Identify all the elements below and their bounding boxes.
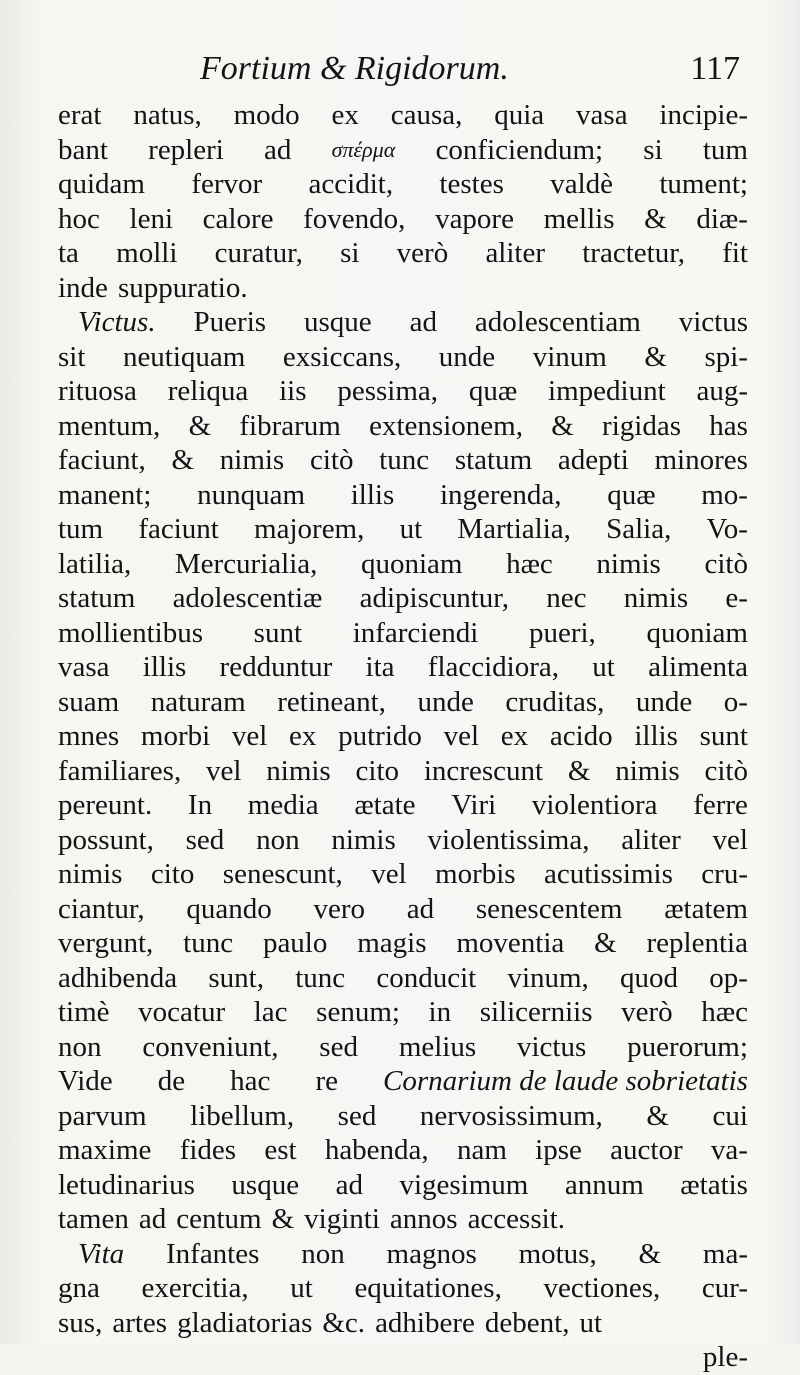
text-line — [58, 1237, 748, 1272]
word: tunc — [295, 961, 346, 994]
word: gna — [58, 1272, 100, 1304]
word: fibrarum — [239, 409, 341, 442]
word: &c. — [322, 1306, 366, 1339]
word: sed — [319, 1030, 358, 1063]
word: Infantes — [166, 1237, 260, 1270]
text-line — [58, 409, 748, 444]
text-line — [58, 1064, 748, 1099]
word: has — [709, 409, 748, 442]
word: auctor — [610, 1134, 683, 1166]
word: cito — [150, 858, 195, 890]
word: minores — [654, 444, 748, 476]
word: unde — [635, 685, 693, 718]
word: sunt — [253, 616, 303, 649]
word: morbis — [435, 858, 516, 890]
word: timè — [58, 996, 110, 1028]
word: ætate — [354, 789, 416, 821]
word: & — [594, 927, 617, 959]
word: victus — [517, 1030, 587, 1063]
word: viginti — [304, 1203, 380, 1235]
word: sit — [58, 340, 86, 373]
word: non — [256, 823, 300, 856]
word: cruditas, — [505, 685, 605, 718]
word: Vide — [58, 1065, 113, 1097]
word: iis — [279, 375, 307, 407]
text-line — [58, 374, 748, 409]
word: conducit — [376, 961, 477, 994]
word: melius — [398, 1030, 477, 1063]
word: ciantur, — [58, 892, 145, 925]
word: ex — [500, 720, 529, 752]
text-line — [58, 685, 748, 720]
word: conveniunt, — [142, 1030, 279, 1063]
word: va- — [710, 1134, 748, 1166]
word: repleri — [148, 133, 224, 166]
word: media — [247, 789, 319, 821]
word: flaccidiora, — [427, 651, 560, 683]
word: silicerniis — [479, 996, 593, 1028]
word: usque — [231, 1168, 300, 1201]
word: acutissimis — [544, 858, 673, 890]
text-line — [58, 202, 748, 237]
word: o- — [723, 685, 748, 718]
word: mellis — [543, 202, 615, 235]
word: nimis — [219, 444, 285, 476]
word: impediunt — [548, 375, 666, 407]
word: illis — [634, 720, 678, 752]
word: & — [171, 444, 195, 476]
word: redduntur — [219, 651, 333, 683]
word: habenda, — [324, 1134, 429, 1166]
word: & — [567, 754, 591, 787]
word: ferre — [693, 789, 748, 821]
word: & — [638, 1237, 662, 1270]
word: tum — [58, 513, 104, 545]
word: letudinarius — [58, 1168, 195, 1201]
word: & — [644, 340, 667, 373]
word: gladiatorias — [177, 1306, 313, 1339]
word: bant — [58, 133, 108, 166]
word: morbi — [140, 720, 211, 752]
word: senescunt, — [222, 858, 343, 890]
word: quod — [620, 961, 679, 994]
word: non — [301, 1237, 345, 1270]
word: ut — [290, 1272, 313, 1304]
word: retineant, — [277, 685, 386, 718]
word: spi- — [704, 340, 748, 373]
word: incipie- — [659, 99, 748, 131]
word: mnes — [58, 720, 120, 752]
text-line — [58, 1133, 748, 1168]
text-line — [58, 719, 748, 754]
word: ta — [58, 237, 79, 269]
text-line — [58, 1271, 748, 1306]
text-line — [58, 823, 748, 858]
word: hæc — [701, 996, 748, 1028]
text-line — [58, 754, 748, 789]
text-line — [58, 788, 748, 823]
word: molli — [116, 237, 178, 269]
word: senum; — [316, 996, 400, 1028]
word: ad — [138, 1203, 167, 1235]
word: aliter — [621, 823, 681, 856]
word: modo — [233, 99, 300, 131]
greek-word: σπέρμα — [331, 136, 396, 162]
word: ætatem — [664, 892, 748, 925]
word: ad — [406, 892, 435, 925]
catchword: ple- — [702, 1341, 748, 1373]
word: inde — [58, 271, 108, 304]
text-line — [58, 581, 748, 616]
word: fovendo, — [303, 202, 406, 235]
word: de — [157, 1065, 186, 1097]
word: magnos — [386, 1237, 477, 1270]
word: & — [188, 409, 212, 442]
text-line — [58, 1099, 748, 1134]
word: nam — [456, 1134, 507, 1166]
word: fit — [722, 237, 748, 269]
word: suam — [58, 685, 120, 718]
word: puerorum; — [627, 1030, 748, 1063]
word: cur- — [701, 1272, 748, 1304]
text-line — [58, 961, 748, 996]
word: pueri, — [528, 616, 596, 649]
word: latilia, — [58, 547, 132, 580]
word: Pueris — [193, 306, 267, 338]
word: violentissima, — [427, 823, 590, 856]
word: nimis — [58, 858, 123, 890]
word: unde — [438, 340, 496, 373]
word: est — [264, 1134, 297, 1166]
word: curatur, — [214, 237, 303, 269]
word: ad — [264, 133, 292, 166]
text-line — [58, 98, 748, 133]
word: vel — [231, 720, 268, 752]
italic-word: Cornarium de laude sobrietatis — [383, 1065, 748, 1097]
word: faciunt — [138, 513, 219, 545]
word: ex — [331, 99, 359, 131]
word: tum — [702, 133, 748, 166]
word: tunc — [183, 927, 234, 959]
word: vigesimum — [399, 1168, 529, 1201]
word: vasa — [58, 651, 110, 683]
word: pereunt. — [58, 789, 153, 821]
word: diæ- — [696, 202, 748, 235]
word: ipse — [535, 1134, 582, 1166]
word: statum — [58, 582, 136, 614]
word: debent, — [484, 1306, 570, 1339]
word: rigidas — [602, 409, 681, 442]
word: ingerenda, — [439, 478, 562, 511]
text-line — [58, 340, 748, 375]
text-line — [58, 926, 748, 961]
word: artes — [112, 1306, 168, 1339]
word: & — [644, 202, 667, 235]
word: & — [646, 1099, 669, 1132]
word: re — [315, 1065, 338, 1097]
word: si — [643, 133, 663, 166]
text-line — [58, 616, 748, 651]
word: vero — [313, 892, 366, 925]
word: quidam — [58, 168, 145, 200]
word: natus, — [133, 99, 202, 131]
word: calore — [202, 202, 274, 235]
text-line — [58, 1306, 748, 1341]
word: verò — [621, 996, 673, 1028]
word: senescentem — [475, 892, 623, 925]
word: mollientibus — [58, 616, 203, 649]
word: hæc — [506, 547, 553, 580]
word: vocatur — [138, 996, 226, 1028]
italic-word: Vita — [78, 1237, 125, 1270]
word: adipiscuntur, — [359, 582, 510, 614]
word: naturam — [150, 685, 246, 718]
word: hac — [230, 1065, 271, 1097]
text-line — [58, 857, 748, 892]
word: sunt, — [208, 961, 264, 994]
word: in — [428, 996, 452, 1028]
word: citò — [309, 444, 354, 476]
word: nunquam — [197, 478, 306, 511]
word: putrido — [338, 720, 422, 752]
word: ad — [409, 306, 437, 338]
text-line — [58, 1030, 748, 1065]
word: quoniam — [360, 547, 463, 580]
word: nervosissimum, — [419, 1099, 603, 1132]
page-header — [60, 50, 740, 98]
word: vinum, — [507, 961, 589, 994]
word: mo- — [701, 478, 748, 511]
word: si — [340, 237, 360, 269]
text-line — [58, 512, 748, 547]
word: adhibere — [375, 1306, 475, 1339]
word: sus, — [58, 1306, 103, 1339]
word: aug- — [696, 375, 748, 407]
text-line — [58, 478, 748, 513]
word: ita — [365, 651, 395, 683]
word: conficiendum; — [435, 133, 604, 166]
word: replentia — [646, 927, 748, 959]
word: infarciendi — [352, 616, 479, 649]
page-number: 117 — [690, 50, 740, 87]
word: vinum — [532, 340, 607, 373]
text-line — [58, 547, 748, 582]
word: ex — [289, 720, 317, 752]
word: adepti — [557, 444, 629, 476]
word: hoc — [58, 202, 100, 235]
word: quæ — [607, 478, 656, 511]
word: exsiccans, — [282, 340, 402, 373]
word: citò — [704, 547, 748, 580]
word: ad — [335, 1168, 363, 1201]
word: mentum, — [58, 409, 161, 442]
word: usque — [303, 306, 372, 338]
word: tractetur, — [582, 237, 685, 269]
word: quæ — [468, 375, 518, 407]
word: fides — [179, 1134, 237, 1166]
word: fervor — [191, 168, 263, 200]
word: tument; — [659, 168, 748, 200]
word: adhibenda — [58, 961, 178, 994]
word: nec — [546, 582, 587, 614]
word: centum — [176, 1203, 262, 1235]
word: vasa — [576, 99, 628, 131]
word: magis — [357, 927, 427, 959]
word: & — [271, 1203, 295, 1235]
word: In — [187, 789, 213, 821]
word: majorem, — [254, 513, 365, 545]
word: parvum — [58, 1099, 147, 1132]
word: nimis — [596, 547, 661, 580]
word: sed — [337, 1099, 377, 1132]
word: leni — [129, 202, 174, 235]
word: tamen — [58, 1203, 129, 1235]
word: ut — [592, 651, 615, 683]
text-line — [58, 271, 748, 306]
word: valdè — [550, 168, 614, 200]
word: equitationes, — [354, 1272, 502, 1304]
word: nimis — [331, 823, 396, 856]
word: moventia — [456, 927, 565, 959]
word: vectiones, — [543, 1272, 661, 1304]
word: maxime — [58, 1134, 152, 1166]
word: neutiquam — [122, 340, 246, 373]
word: quando — [186, 892, 272, 925]
word: Viri — [451, 789, 497, 821]
word: vel — [371, 858, 407, 890]
word: sed — [185, 823, 225, 856]
word: vapore — [435, 202, 514, 235]
word: sunt — [699, 720, 748, 752]
word: paulo — [262, 927, 328, 959]
word: vel — [206, 754, 242, 787]
word: libellum, — [190, 1099, 295, 1132]
word: adolescentiam — [474, 306, 641, 338]
word: manent; — [58, 478, 152, 511]
word: erat — [58, 99, 102, 131]
word: exercitia, — [141, 1272, 249, 1304]
word: causa, — [390, 99, 463, 131]
word: alimenta — [648, 651, 748, 683]
text-line — [58, 305, 748, 340]
word: motus, — [518, 1237, 597, 1270]
body-text — [58, 98, 748, 1375]
word: ætatis — [680, 1168, 748, 1201]
word: extensionem, — [369, 409, 523, 442]
word: Mercurialia, — [174, 547, 318, 580]
italic-word: Victus. — [78, 306, 156, 338]
text-line — [58, 892, 748, 927]
word: cito — [355, 754, 400, 787]
word: Salia, — [606, 513, 672, 545]
word: citò — [704, 754, 748, 787]
word: accidit, — [308, 168, 394, 200]
word: Vo- — [706, 513, 748, 545]
word: op- — [709, 961, 748, 994]
word: acido — [549, 720, 613, 752]
word: reliqua — [167, 375, 249, 407]
word: Martialia, — [457, 513, 571, 545]
word: unde — [417, 685, 474, 718]
word: testes — [439, 168, 504, 200]
word: vel — [712, 823, 748, 856]
word: ut — [579, 1306, 603, 1339]
word: tunc — [379, 444, 430, 476]
word: annos — [389, 1203, 458, 1235]
word: violentiora — [531, 789, 658, 821]
word: suppuratio. — [117, 271, 248, 304]
word: nimis — [266, 754, 331, 787]
word: ut — [399, 513, 423, 545]
word: & — [551, 409, 574, 442]
word: vel — [443, 720, 480, 752]
word: vergunt, — [58, 927, 154, 959]
word: statum — [454, 444, 533, 476]
word: possunt, — [58, 823, 154, 856]
word: quoniam — [646, 616, 748, 649]
word: verò — [396, 237, 449, 269]
word: rituosa — [58, 375, 137, 407]
text-line — [58, 1202, 748, 1237]
word: accessit. — [467, 1203, 565, 1235]
word: ma- — [702, 1237, 748, 1270]
running-title: Fortium & Rigidorum. — [200, 50, 509, 87]
text-line — [58, 133, 748, 168]
word: illis — [142, 651, 187, 683]
word: annum — [564, 1168, 644, 1201]
word: faciunt, — [58, 444, 146, 476]
word: lac — [253, 996, 288, 1028]
text-line — [58, 443, 748, 478]
text-line — [58, 1168, 748, 1203]
word: quia — [494, 99, 545, 131]
word: nimis — [615, 754, 680, 787]
text-line — [58, 650, 748, 685]
word: victus — [678, 306, 748, 338]
word: pessima, — [337, 375, 439, 407]
word: cui — [712, 1099, 748, 1132]
word: e- — [725, 582, 748, 614]
word: cru- — [701, 858, 748, 890]
word: nimis — [623, 582, 689, 614]
word: aliter — [485, 237, 546, 269]
word: increscunt — [423, 754, 544, 787]
word: familiares, — [58, 754, 182, 787]
word: non — [58, 1030, 102, 1063]
word: illis — [350, 478, 395, 511]
word: adolescentiæ — [172, 582, 323, 614]
text-line — [58, 995, 748, 1030]
text-line — [58, 167, 748, 202]
text-line — [58, 236, 748, 271]
